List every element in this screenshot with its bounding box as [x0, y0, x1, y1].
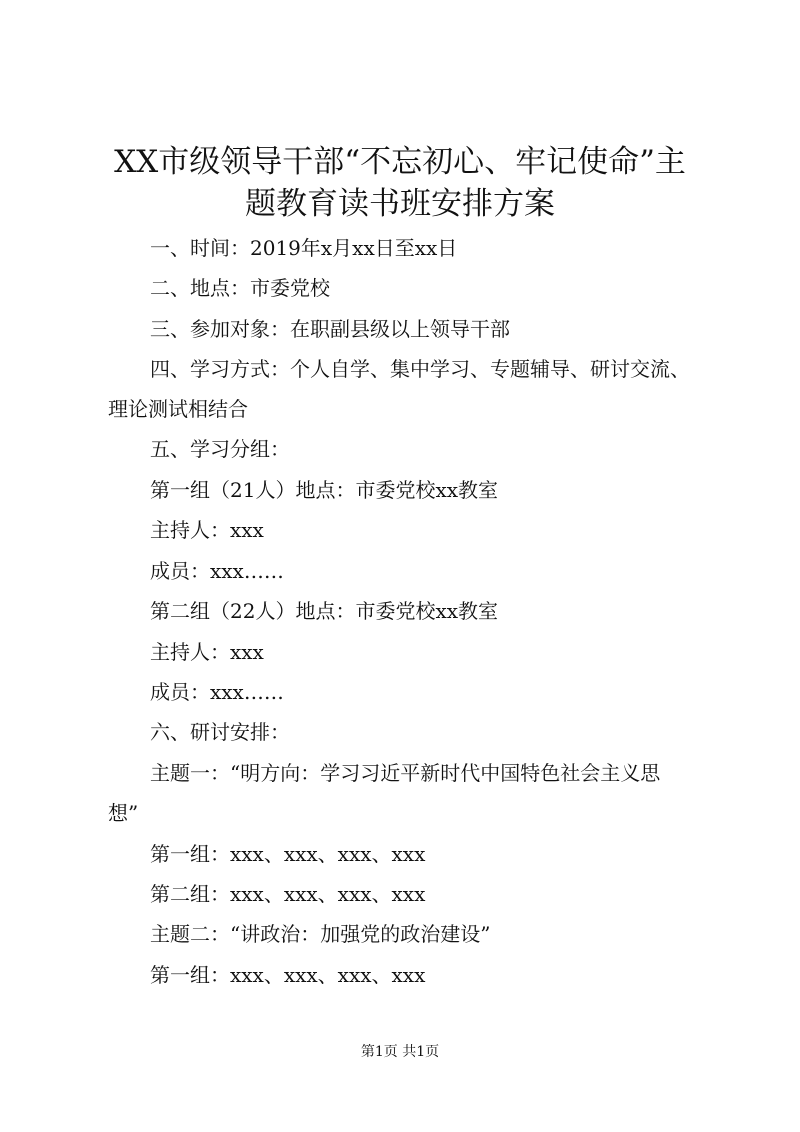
document-title-line-2: 题教育读书班安排方案 [245, 186, 555, 222]
topic-1-cont: 想” [108, 801, 139, 825]
section-discussion: 六、研讨安排： [150, 720, 290, 744]
section-grouping: 五、学习分组： [150, 437, 290, 461]
section-study-method-cont: 理论测试相结合 [108, 397, 248, 421]
group-1-location: 第一组（21人）地点：市委党校xx教室 [150, 478, 499, 502]
topic-2: 主题二：“讲政治：加强党的政治建设” [150, 922, 491, 946]
section-study-method: 四、学习方式：个人自学、集中学习、专题辅导、研讨交流、 [150, 357, 690, 381]
topic-1: 主题一：“明方向：学习习近平新时代中国特色社会主义思 [150, 761, 661, 785]
group-1-host: 主持人：xxx [150, 518, 264, 542]
topic-2-group-1: 第一组：xxx、xxx、xxx、xxx [150, 963, 426, 987]
topic-1-group-2: 第二组：xxx、xxx、xxx、xxx [150, 882, 426, 906]
topic-1-group-1: 第一组：xxx、xxx、xxx、xxx [150, 842, 426, 866]
group-2-members: 成员：xxx…… [150, 680, 284, 704]
section-location: 二、地点：市委党校 [150, 276, 330, 300]
document-title-line-1: XX市级领导干部“不忘初心、牢记使命”主 [114, 144, 686, 180]
page-footer: 第1页 共1页 [360, 1044, 440, 1060]
section-participants: 三、参加对象：在职副县级以上领导干部 [150, 317, 510, 341]
group-1-members: 成员：xxx…… [150, 559, 284, 583]
group-2-host: 主持人：xxx [150, 640, 264, 664]
group-2-location: 第二组（22人）地点：市委党校xx教室 [150, 599, 499, 623]
section-time: 一、时间：2019年x月xx日至xx日 [150, 236, 458, 260]
